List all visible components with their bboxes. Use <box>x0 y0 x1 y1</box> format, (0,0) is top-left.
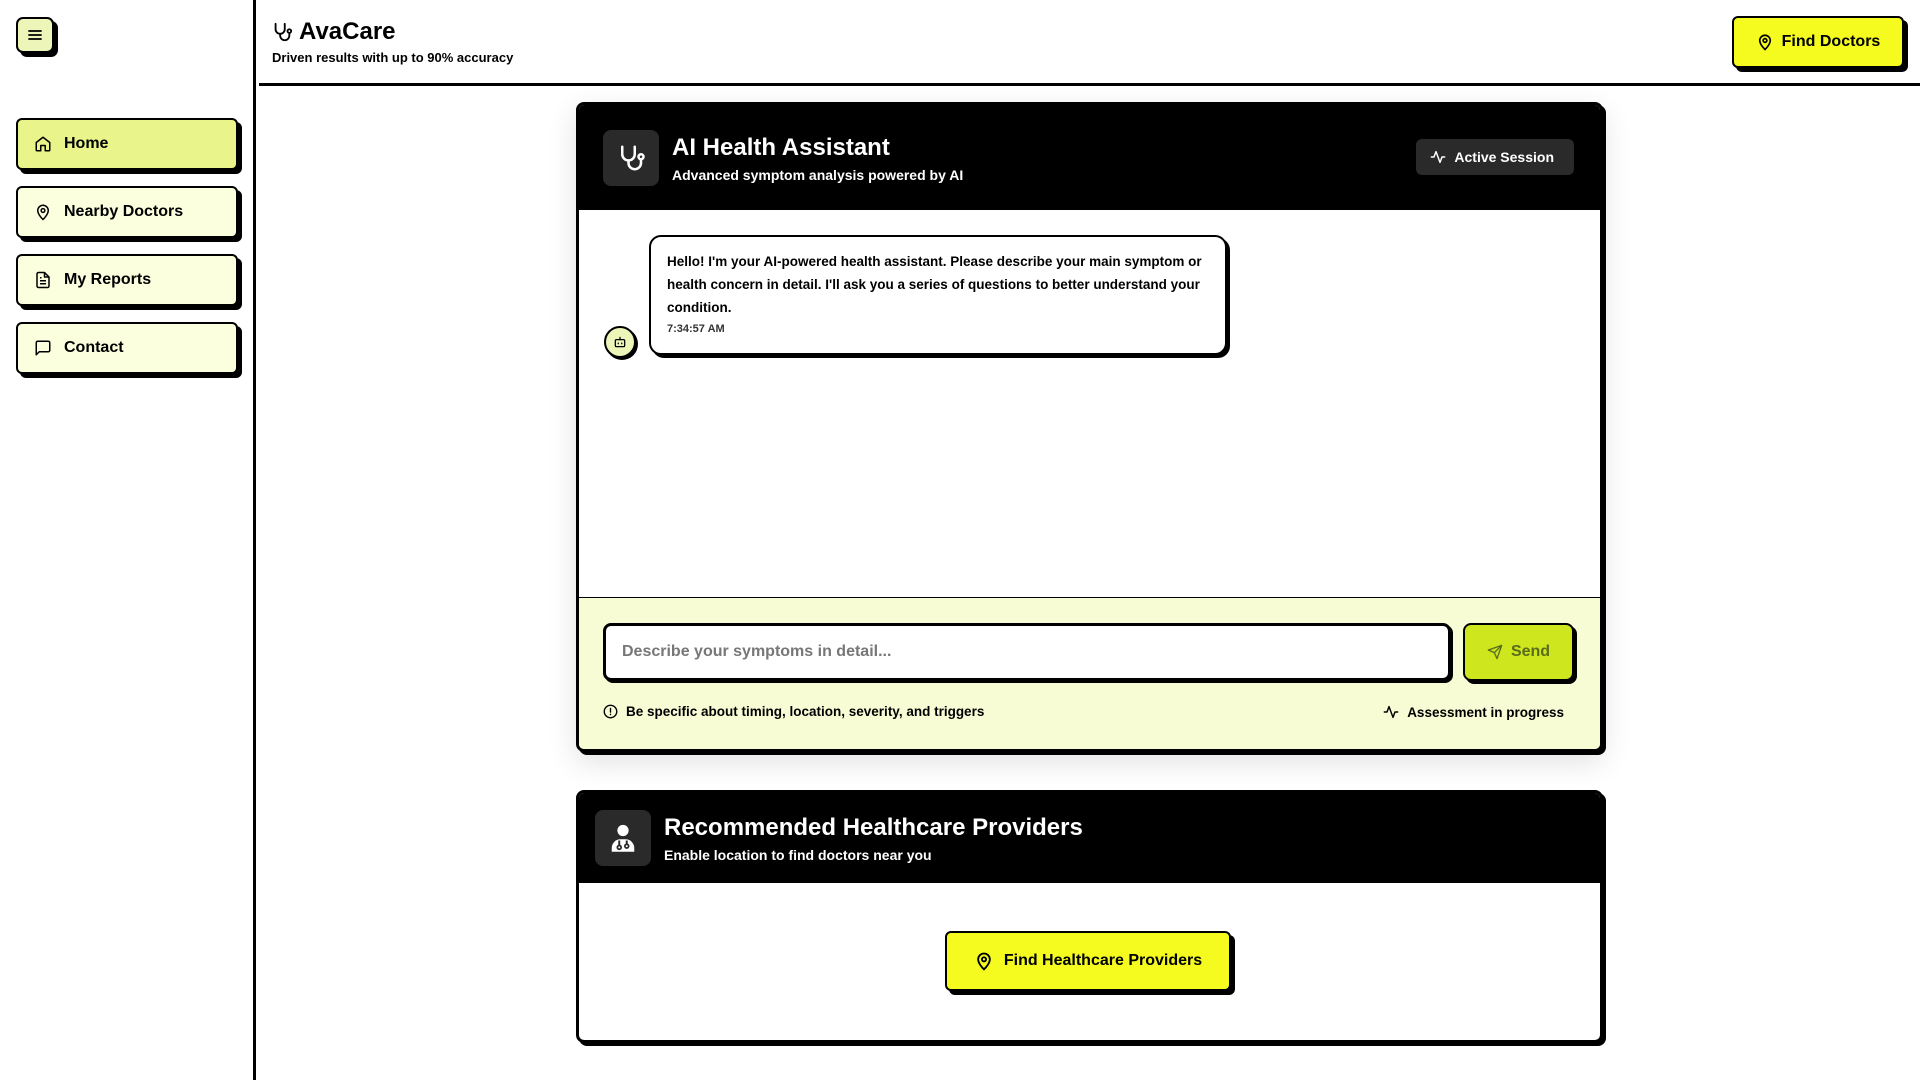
app-subtitle: Driven results with up to 90% accuracy <box>272 50 514 65</box>
session-badge-label: Active Session <box>1454 149 1554 165</box>
input-hint <box>603 704 984 719</box>
find-healthcare-providers-button[interactable] <box>945 931 1231 991</box>
assessment-status <box>1383 704 1564 720</box>
activity-icon <box>1430 149 1446 165</box>
chat-subtitle: Advanced symptom analysis powered by AI <box>672 167 964 183</box>
home-icon <box>34 135 52 153</box>
sidebar-item-label: Nearby Doctors <box>64 203 184 220</box>
hint-text: Be specific about timing, location, severity, and triggers <box>626 704 985 719</box>
sidebar-item-contact[interactable] <box>16 322 238 374</box>
active-session-badge <box>1416 139 1574 175</box>
map-pin-icon <box>1756 33 1774 51</box>
stethoscope-icon <box>616 143 646 173</box>
status-text: Assessment in progress <box>1407 704 1564 720</box>
map-pin-icon <box>974 951 994 971</box>
bot-message-bubble <box>649 235 1227 355</box>
send-icon <box>1487 644 1503 660</box>
sidebar-item-label: Home <box>64 135 109 152</box>
sidebar-item-label: Contact <box>64 339 124 356</box>
file-text-icon <box>34 271 52 289</box>
chat-composer <box>579 598 1600 749</box>
message-list <box>579 210 1600 598</box>
message-timestamp: 7:34:57 AM <box>667 323 725 335</box>
providers-subtitle: Enable location to find doctors near you <box>664 847 932 863</box>
app-title: AvaCare <box>299 18 396 45</box>
assistant-icon-box <box>603 130 659 186</box>
map-pin-icon <box>34 203 52 221</box>
sidebar <box>0 0 256 1080</box>
providers-header <box>579 793 1600 883</box>
activity-icon <box>1383 704 1399 720</box>
sidebar-item-my-reports[interactable] <box>16 254 238 306</box>
menu-icon <box>28 29 42 41</box>
doctor-icon-box <box>595 810 651 866</box>
bot-icon <box>613 335 627 349</box>
top-header <box>259 0 1920 86</box>
brand <box>271 18 396 46</box>
find-doctors-button[interactable] <box>1732 16 1904 68</box>
doctor-icon <box>608 823 638 853</box>
find-doctors-label: Find Doctors <box>1781 33 1881 50</box>
send-button[interactable] <box>1463 623 1574 681</box>
sidebar-item-label: My Reports <box>64 271 152 288</box>
menu-toggle-button[interactable] <box>16 17 54 53</box>
sidebar-item-home[interactable] <box>16 118 238 170</box>
send-label: Send <box>1510 643 1551 660</box>
chat-header <box>579 105 1600 210</box>
info-icon <box>603 704 618 719</box>
bot-avatar <box>604 326 636 358</box>
sidebar-nav <box>16 118 238 390</box>
chat-card <box>576 102 1603 752</box>
providers-card <box>576 790 1603 1043</box>
sidebar-item-nearby-doctors[interactable] <box>16 186 238 238</box>
find-providers-label: Find Healthcare Providers <box>1003 952 1203 969</box>
chat-title: AI Health Assistant <box>672 134 890 161</box>
message-square-icon <box>34 339 52 357</box>
stethoscope-icon <box>271 21 293 43</box>
symptom-input[interactable] <box>603 623 1451 681</box>
providers-title: Recommended Healthcare Providers <box>664 814 1083 841</box>
message-text: Hello! I'm your AI-powered health assistant. Please describe your main symptom or health concern in detail. I'll ask you a series of questions to better understand your condition. <box>667 254 1202 315</box>
